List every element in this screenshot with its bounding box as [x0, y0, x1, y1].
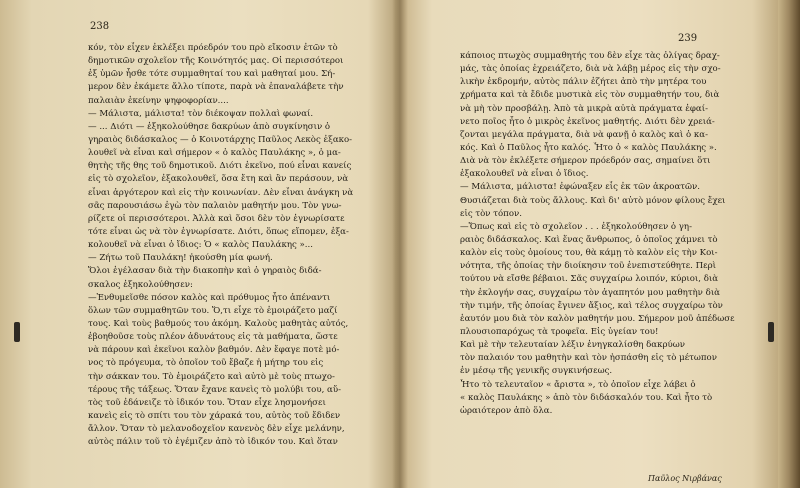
text-line: ζονται μεγάλα πράγματα, διὰ νὰ φανῇ ὁ καλὸς καὶ ὁ κα- [460, 129, 708, 140]
text-line: τούτου νὰ εἴσθε βέβαιοι. Σᾶς συγχαίρω λοιπόν, κύριοι, διὰ [460, 274, 719, 285]
text-line: λουθεῖ νὰ εἶναι καὶ σήμερον « ὁ καλὸς Παυλάκης », ὁ μα- [88, 148, 341, 159]
text-line: τὴν ἐκλογήν σας, συγχαίρω τὸν ἀγαπητόν μου μαθητὴν διὰ [460, 287, 720, 298]
text-line: τότε εἶναι ὡς νὰ τὸν ἐγνωρίσατε. Διότι, ὅπως εἴπομεν, ἐξα- [88, 226, 349, 237]
text-line: νὰ πάρουν καὶ ἐκεῖνοι καλὸν βαθμόν. Δὲν ἔφαγε ποτὲ μό- [88, 345, 340, 356]
text-line: γηραιὸς διδάσκαλος — ὁ Κοινοτάρχης Παῦλος Λεκὸς ἐξακο- [88, 134, 353, 145]
text-line: χρήματα καὶ τὰ ἔδιδε μυστικὰ εἰς τὸν συμμαθητήν του, διὰ [460, 90, 720, 101]
text-line: εἰς τὸν τόπον. [460, 208, 522, 219]
text-line: — ... Διότι — ἐξηκολούθησε δακρύων ἀπὸ συγκίνησιν ὁ [88, 121, 331, 132]
text-line: τὴν τιμήν, τῆς ὁποίας ἔγινεν ἄξιος, καὶ τέλος συγχαίρω τὸν [460, 300, 723, 311]
page-text [460, 50, 776, 418]
text-line: νότητα, τῆς ὁποίας τὴν διοίκησιν τοῦ ἐνεπιστεύθητε. Περὶ [460, 261, 716, 272]
text-line: τὸν παλαιόν του μαθητὴν καὶ τὸν ἠσπάσθη εἰς τὸ μέτωπον [460, 353, 717, 364]
text-line: —Ὅπως καὶ εἰς τὸ σχολεῖον . . . ἐξηκολούθησεν ὁ γη- [460, 221, 692, 232]
text-line: καλὸν εἰς τοὺς ὁμοίους του, θὰ κάμῃ τὸ καλὸν εἰς τὴν Κοι- [460, 248, 718, 259]
text-line: τέρους τῆς τάξεως. Ὅταν ἔχανε κανεὶς τὸ μολύβι του, αὔ- [88, 384, 341, 395]
text-line: —Ἐνθυμεῖσθε πόσον καλὸς καὶ πρόθυμος ἦτο ἀπέναντι [88, 292, 331, 303]
text-line: μερον δὲν ἐκάμετε ἄλλο τίποτε, παρὰ νὰ ἐπαναλάβετε τὴν [88, 82, 344, 93]
text-line: — Μάλιστα, μάλιστα! ἐφώναξεν εἷς ἐκ τῶν ἀκροατῶν. [460, 182, 700, 193]
text-line: — Μάλιστα, μάλιστα! τὸν διέκοψαν πολλαὶ φωναί. [88, 108, 314, 119]
text-line: κανεὶς εἰς τὸ σπίτι του τὸν χάρακά του, αὐτὸς τοῦ ἔδιδεν [88, 410, 341, 421]
text-line: ἐν μέσῳ τῆς γενικῆς συγκινήσεως. [460, 366, 613, 377]
page-number: 239 [678, 33, 698, 44]
text-line: εἰς τὸ σχολεῖον, ἐξακολουθεῖ, ὅσα ἔτη καὶ ἂν περάσουν, νὰ [88, 174, 349, 185]
text-line: Θυσιάζεται διὰ τοὺς ἄλλους. Καὶ δι' αὐτὸ μόνον φίλους ἔχει [460, 195, 726, 206]
text-line: νετο ποῖος ἦτο ὁ μικρὸς ἐκεῖνος μαθητής. Διότι δὲν χρειά- [460, 116, 715, 127]
text-line: ἄλλον. Ὅταν τὸ μελανοδοχεῖον κανενὸς δὲν εἶχε μελάνην, [88, 424, 345, 435]
text-line: σκαλος ἐξηκολούθησεν: [88, 279, 193, 290]
text-line: ὡραιότερον ἀπὸ ὅλα. [460, 405, 553, 416]
text-line: τους. Καὶ τοὺς βαθμούς του ἀκόμη. Καλοὺς μαθητὰς αὐτός, [88, 318, 349, 329]
text-line: — Ζήτω τοῦ Παυλάκη! ἠκούσθη μία φωνή. [88, 253, 273, 264]
text-line: τὸς τοῦ ἐδάνειζε τὸ ἰδικόν του. Ὅταν εἶχε λησμονήσει [88, 397, 326, 408]
text-line: ἑαυτόν μου διὰ τὸν καλὸν μαθητήν μου. Σήμερον μοῦ ἀπέδωσε [460, 313, 735, 324]
text-line: ἐξακολουθεῖ νὰ εἶναι ὁ ἴδιος. [460, 169, 589, 180]
text-line: « καλὸς Παυλάκης » ἀπὸ τὸν διδάσκαλόν του. Καὶ ἦτο τὸ [460, 392, 713, 403]
text-line: αὐτὸς πάλιν τοῦ τὸ ἐγέμιζεν ἀπὸ τὸ ἰδικόν του. Καὶ ὅταν [88, 437, 338, 448]
text-line: κόν, τὸν εἶχεν ἐκλέξει πρόεδρόν του πρὸ εἴκοσιν ἐτῶν τὸ [88, 43, 338, 53]
text-line: ἐβοηθοῦσε τοὺς πλέον ἀδυνάτους εἰς τὰ μαθήματα, ὥστε [88, 332, 338, 343]
text-line: θητὴς τῆς θης τοῦ δημοτικοῦ. Διότι ἐκεῖνο, πού εἶναι κανείς [88, 161, 352, 172]
text-line: Καὶ μὲ τὴν τελευταίαν λέξιν ἐνηγκαλίσθη δακρύων [460, 340, 685, 351]
text-line: τὴν σάκκαν του. Τὸ ἐμοιράζετο καὶ αὐτὸ μὲ τοὺς πτωχο- [88, 371, 335, 382]
text-line: σᾶς παρουσιάσω ἐγὼ τὸν παλαιὸν μαθητήν μου. Τὸν γνω- [88, 200, 342, 211]
text-line: νὰ μὴ τὸν προσβάλῃ. Ἀπὸ τὰ μικρὰ αὐτὰ πράγματα ἐφαί- [460, 103, 708, 114]
text-line: νος τὸ πρόγευμα, τὸ ὁποῖον τοῦ ἔβαζε ἡ μήτηρ του εἰς [88, 358, 324, 369]
text-line: ἐξ ὑμῶν ἦσθε τότε συμμαθηταί του καὶ μαθηταί μου. Σή- [88, 69, 336, 80]
text-line: παλαιὰν ἐκείνην ψηφοφορίαν.... [88, 95, 229, 106]
text-line: ὅλων τῶν συμμαθητῶν του. Ὅ,τι εἶχε τὸ ἐμοιράζετο μαζί [88, 305, 338, 316]
text-line: κολουθεῖ νὰ εἶναι ὁ ἴδιος: Ὁ « καλὸς Παυλάκης »... [88, 240, 313, 251]
page-text [88, 42, 376, 449]
text-line: Ἦτο τὸ τελευταῖον « ἄριστα », τὸ ὁποῖον εἶχε λάβει ὁ [460, 379, 696, 390]
text-line: κός. Καὶ ὁ Παῦλος ἦτο καλός. Ἦτο ὁ « καλὸς Παυλάκης ». [460, 142, 717, 153]
right-page [402, 0, 800, 488]
text-line: λικὴν ἐκδρομήν, αὐτὸς πάλιν ἐζήτει ἀπὸ τὴν μητέρα του [460, 77, 707, 88]
text-line: μάς, τὰς ὁποίας ἐχρειάζετο, διὰ νὰ λάβῃ μέρος εἰς τὴν σχο- [460, 64, 721, 75]
text-line: ραιὸς διδάσκαλος. Καὶ ἕνας ἄνθρωπος, ὁ ὁποῖος χάμνει τὸ [460, 234, 718, 245]
left-page [0, 0, 398, 488]
text-line: Διὰ νὰ τὸν ἐκλέξετε σήμερον πρόεδρόν σας, σημαίνει ὅτι [460, 156, 711, 167]
text-line: ρίζετε οἱ περισσότεροι. Ἀλλὰ καὶ ὅσοι δὲν τὸν ἐγνωρίσατε [88, 213, 345, 224]
text-line: πλουσιοπαρόχως τὰ τροφεῖα. Εἰς ὑγείαν του! [460, 326, 659, 337]
author-signature: Παῦλος Νιρβάνας [648, 474, 722, 483]
text-line: εἶναι ἀργότερον καὶ εἰς τὴν κοινωνίαν. Δὲν εἶναι ἀνάγκη νὰ [88, 187, 354, 198]
text-line: δημοτικῶν σχολεῖον τῆς Κοινότητός μας. Οἱ περισσότεροι [88, 56, 344, 67]
text-line: κάποιος πτωχὸς συμμαθητής του δὲν εἶχε τὰς ὀλίγας δραχ- [460, 51, 720, 61]
page-number: 238 [90, 21, 110, 32]
text-line: Ὅλοι ἐγέλασαν διὰ τὴν διακοπὴν καὶ ὁ γηραιὸς διδά- [88, 266, 322, 277]
